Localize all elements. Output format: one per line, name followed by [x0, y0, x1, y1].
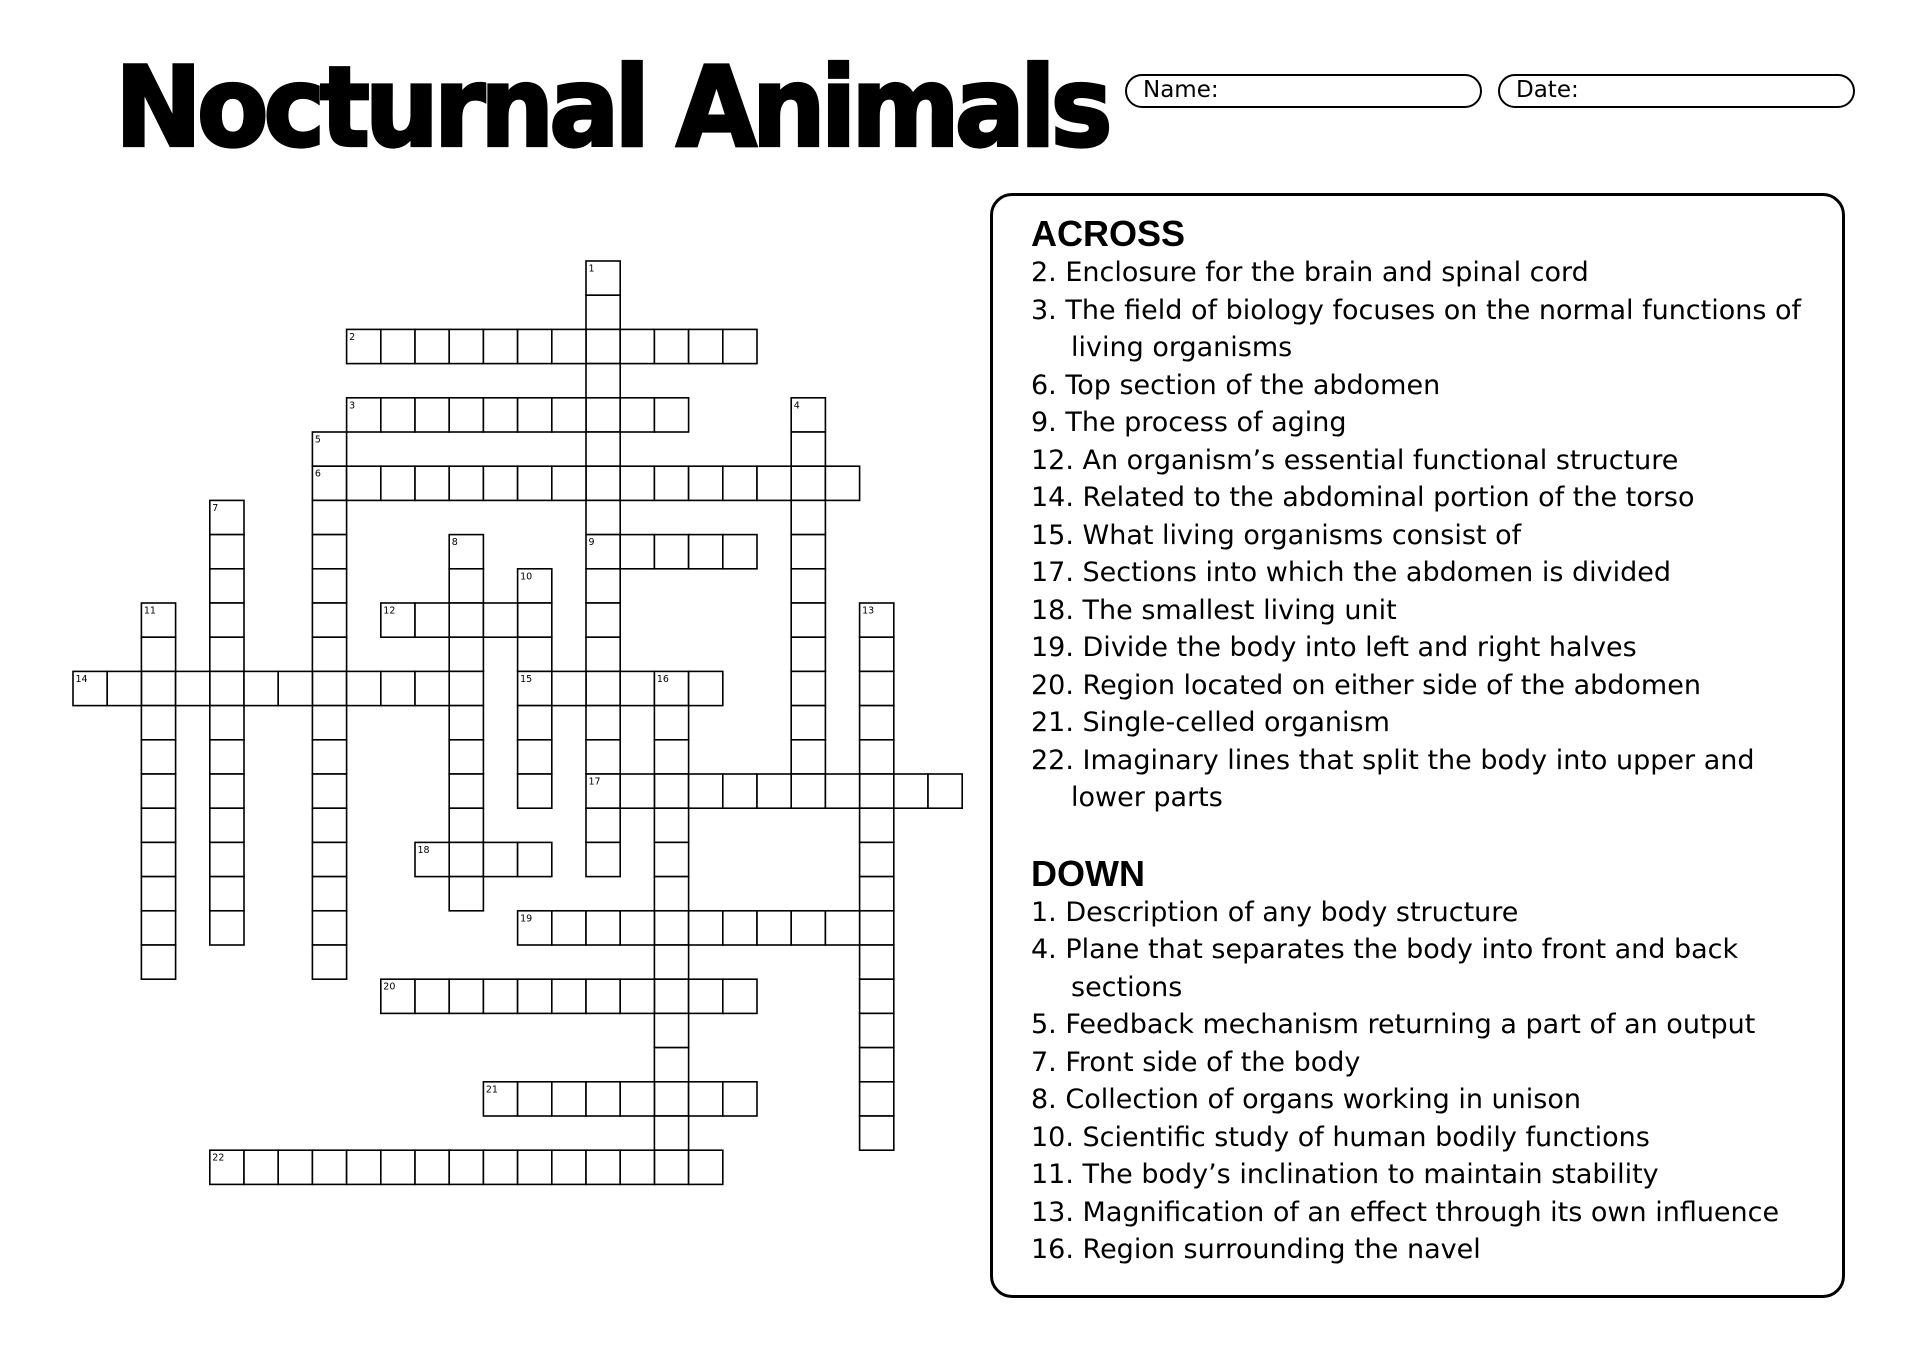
grid-cell[interactable] [312, 774, 346, 808]
grid-cell[interactable] [518, 398, 552, 432]
clue-number: 19 [520, 913, 533, 925]
down-clue: 8. Collection of organs working in unison [1031, 1084, 1581, 1115]
grid-cell[interactable] [483, 398, 517, 432]
grid-cell[interactable] [415, 979, 449, 1013]
down-clue: 1. Description of any body structure [1031, 896, 1519, 928]
grid-cell[interactable] [552, 329, 586, 363]
grid-cell[interactable] [552, 466, 586, 500]
grid-cell[interactable] [860, 740, 894, 774]
grid-cell[interactable] [586, 364, 620, 398]
grid-cell[interactable] [791, 671, 825, 705]
grid-cell[interactable] [586, 740, 620, 774]
grid-cell[interactable] [723, 979, 757, 1013]
grid-cell[interactable] [483, 329, 517, 363]
grid-cell[interactable] [347, 466, 381, 500]
grid-cell[interactable] [415, 329, 449, 363]
grid-cell[interactable] [244, 1150, 278, 1184]
across-clue: 15. What living organisms consist of [1031, 519, 1522, 551]
grid-cell[interactable] [757, 774, 791, 808]
grid-cell[interactable] [928, 774, 962, 808]
grid-cell[interactable] [141, 671, 175, 705]
grid-cell[interactable] [689, 1082, 723, 1116]
grid-cell[interactable] [141, 911, 175, 945]
grid-cell[interactable] [723, 466, 757, 500]
grid-cell[interactable] [210, 671, 244, 705]
name-field[interactable] [1125, 74, 1482, 108]
grid-cell[interactable] [278, 671, 312, 705]
grid-cell[interactable] [654, 842, 688, 876]
down-clue: 16. Region surrounding the navel [1031, 1234, 1481, 1265]
grid-cell[interactable] [210, 740, 244, 774]
clue-number: 11 [143, 605, 156, 617]
grid-cell[interactable] [415, 466, 449, 500]
across-clue-list [1031, 254, 1831, 817]
grid-cell[interactable] [210, 911, 244, 945]
grid-cell[interactable] [860, 1013, 894, 1047]
grid-cell[interactable] [860, 979, 894, 1013]
grid-cell[interactable] [415, 603, 449, 637]
grid-cell[interactable] [449, 466, 483, 500]
grid-cell[interactable] [381, 671, 415, 705]
grid-cell[interactable] [552, 398, 586, 432]
grid-cell[interactable] [723, 911, 757, 945]
clue-number: 7 [212, 502, 219, 514]
grid-cell[interactable] [141, 740, 175, 774]
grid-cell[interactable] [860, 671, 894, 705]
clue-number: 16 [656, 673, 669, 685]
grid-cell[interactable] [586, 979, 620, 1013]
clue-number: 22 [212, 1152, 225, 1164]
across-clue: 9. The process of aging [1031, 407, 1347, 438]
grid-cell[interactable] [449, 706, 483, 740]
down-clue: 11. The body’s inclination to maintain stability [1031, 1159, 1659, 1190]
grid-cell[interactable] [586, 808, 620, 842]
grid-cell[interactable] [518, 466, 552, 500]
grid-cell[interactable] [415, 671, 449, 705]
down-heading: DOWN [1031, 852, 1145, 894]
grid-cell[interactable] [381, 1150, 415, 1184]
grid-cell[interactable] [620, 398, 654, 432]
grid-cell[interactable] [654, 1150, 688, 1184]
grid-cell[interactable] [141, 637, 175, 671]
grid-cell[interactable] [654, 1116, 688, 1150]
grid-cell[interactable] [518, 740, 552, 774]
grid-cell[interactable] [381, 398, 415, 432]
grid-cell[interactable] [689, 911, 723, 945]
grid-cell[interactable] [654, 1082, 688, 1116]
grid-cell[interactable] [860, 1082, 894, 1116]
grid-cell[interactable] [518, 774, 552, 808]
grid-cell[interactable] [825, 911, 859, 945]
grid-cell[interactable] [210, 808, 244, 842]
grid-cell[interactable] [654, 329, 688, 363]
grid-cell[interactable] [278, 1150, 312, 1184]
clue-number: 10 [520, 571, 533, 583]
grid-cell[interactable] [860, 637, 894, 671]
grid-cell[interactable] [791, 911, 825, 945]
grid-cell[interactable] [825, 774, 859, 808]
grid-cell[interactable] [620, 671, 654, 705]
grid-cell[interactable] [141, 842, 175, 876]
grid-cell[interactable] [449, 740, 483, 774]
grid-cell[interactable] [210, 877, 244, 911]
grid-cell[interactable] [654, 877, 688, 911]
across-clue: 6. Top section of the abdomen [1031, 369, 1441, 401]
grid-cell[interactable] [483, 979, 517, 1013]
grid-cell[interactable] [791, 569, 825, 603]
grid-cell[interactable] [552, 1150, 586, 1184]
grid-cell[interactable] [176, 671, 210, 705]
grid-cell[interactable] [210, 535, 244, 569]
clue-number: 1 [588, 263, 595, 275]
grid-cell[interactable] [791, 706, 825, 740]
grid-cell[interactable] [415, 1150, 449, 1184]
across-clue: 21. Single-celled organism [1031, 707, 1390, 738]
grid-cell[interactable] [689, 671, 723, 705]
grid-cell[interactable] [860, 877, 894, 911]
grid-cell[interactable] [654, 706, 688, 740]
grid-cell[interactable] [312, 911, 346, 945]
grid-cell[interactable] [689, 774, 723, 808]
grid-cell[interactable] [620, 774, 654, 808]
grid-cell[interactable] [860, 808, 894, 842]
name-label: Name: [1143, 77, 1219, 103]
clue-number: 21 [485, 1084, 498, 1096]
grid-cell[interactable] [586, 500, 620, 534]
clue-number: 4 [793, 400, 800, 412]
grid-cell[interactable] [449, 774, 483, 808]
grid-cell[interactable] [449, 808, 483, 842]
grid-cell[interactable] [586, 1082, 620, 1116]
grid-cell[interactable] [791, 603, 825, 637]
grid-cell[interactable] [654, 466, 688, 500]
grid-cell[interactable] [312, 637, 346, 671]
across-clue: 12. An organism’s essential functional structure [1031, 444, 1679, 476]
grid-cell[interactable] [483, 842, 517, 876]
grid-cell[interactable] [312, 671, 346, 705]
grid-cell[interactable] [586, 842, 620, 876]
grid-cell[interactable] [449, 637, 483, 671]
grid-cell[interactable] [312, 603, 346, 637]
grid-cell[interactable] [449, 329, 483, 363]
grid-cell[interactable] [312, 808, 346, 842]
grid-cell[interactable] [757, 911, 791, 945]
grid-cell[interactable] [860, 706, 894, 740]
grid-cell[interactable] [312, 706, 346, 740]
grid-cell[interactable] [723, 535, 757, 569]
clue-number: 9 [588, 537, 595, 549]
across-clue: 18. The smallest living unit [1031, 594, 1397, 626]
down-clue: 13. Magnification of an effect through its own influence [1031, 1196, 1780, 1228]
grid-cell[interactable] [449, 877, 483, 911]
grid-cell[interactable] [586, 637, 620, 671]
grid-cell[interactable] [518, 706, 552, 740]
grid-cell[interactable] [518, 1150, 552, 1184]
clue-number: 18 [417, 844, 430, 856]
grid-cell[interactable] [586, 569, 620, 603]
grid-cell[interactable] [415, 398, 449, 432]
grid-cell[interactable] [518, 329, 552, 363]
grid-cell[interactable] [791, 432, 825, 466]
grid-cell[interactable] [518, 1082, 552, 1116]
grid-cell[interactable] [620, 1082, 654, 1116]
grid-cell[interactable] [654, 808, 688, 842]
down-clue: 5. Feedback mechanism returning a part of an output [1031, 1009, 1756, 1040]
grid-cell[interactable] [483, 466, 517, 500]
date-field[interactable] [1498, 74, 1855, 108]
grid-cell[interactable] [449, 1150, 483, 1184]
grid-cell[interactable] [552, 671, 586, 705]
grid-cell[interactable] [654, 979, 688, 1013]
clue-number: 15 [520, 673, 533, 685]
grid-cell[interactable] [312, 569, 346, 603]
grid-cell[interactable] [620, 466, 654, 500]
grid-cell[interactable] [620, 911, 654, 945]
grid-cell[interactable] [689, 535, 723, 569]
grid-cell[interactable] [723, 1082, 757, 1116]
grid-cell[interactable] [381, 329, 415, 363]
grid-cell[interactable] [689, 466, 723, 500]
across-clue: 19. Divide the body into left and right halves [1031, 632, 1637, 663]
grid-cell[interactable] [141, 945, 175, 979]
grid-cell[interactable] [586, 329, 620, 363]
grid-cell[interactable] [791, 500, 825, 534]
grid-cell[interactable] [518, 637, 552, 671]
grid-cell[interactable] [449, 398, 483, 432]
grid-cell[interactable] [141, 774, 175, 808]
grid-cell[interactable] [449, 603, 483, 637]
grid-cell[interactable] [552, 979, 586, 1013]
grid-cell[interactable] [552, 1082, 586, 1116]
clues-box [990, 193, 1845, 1298]
grid-cell[interactable] [586, 1150, 620, 1184]
across-heading: ACROSS [1031, 213, 1186, 254]
grid-cell[interactable] [210, 637, 244, 671]
clue-number: 14 [75, 673, 88, 685]
grid-cell[interactable] [244, 671, 278, 705]
grid-cell[interactable] [518, 979, 552, 1013]
grid-cell[interactable] [449, 842, 483, 876]
grid-cell[interactable] [654, 1013, 688, 1047]
grid-cell[interactable] [689, 329, 723, 363]
clue-number: 13 [862, 605, 875, 617]
grid-cell[interactable] [654, 740, 688, 774]
grid-cell[interactable] [312, 740, 346, 774]
across-clue: 22. Imaginary lines that split the body into upper and lower parts [1031, 744, 1755, 813]
grid-cell[interactable] [689, 1150, 723, 1184]
grid-cell[interactable] [210, 706, 244, 740]
grid-cell[interactable] [586, 295, 620, 329]
grid-cell[interactable] [620, 979, 654, 1013]
grid-cell[interactable] [312, 500, 346, 534]
date-label: Date: [1516, 77, 1579, 103]
grid-cell[interactable] [210, 603, 244, 637]
grid-cell[interactable] [860, 1116, 894, 1150]
grid-cell[interactable] [723, 774, 757, 808]
grid-cell[interactable] [620, 329, 654, 363]
grid-cell[interactable] [312, 842, 346, 876]
grid-cell[interactable] [483, 1150, 517, 1184]
clue-number: 6 [314, 468, 321, 480]
grid-cell[interactable] [586, 398, 620, 432]
grid-cell[interactable] [723, 329, 757, 363]
grid-cell[interactable] [210, 774, 244, 808]
grid-cell[interactable] [449, 979, 483, 1013]
grid-cell[interactable] [210, 842, 244, 876]
grid-cell[interactable] [860, 774, 894, 808]
down-clue: 4. Plane that separates the body into front and back sections [1031, 934, 1739, 1003]
across-clue: 3. The field of biology focuses on the normal functions of living organisms [1031, 294, 1802, 363]
clue-number: 8 [451, 537, 458, 549]
grid-cell[interactable] [312, 945, 346, 979]
grid-cell[interactable] [312, 877, 346, 911]
grid-cell[interactable] [518, 842, 552, 876]
clue-number: 17 [588, 776, 601, 788]
grid-cell[interactable] [107, 671, 141, 705]
across-clue: 20. Region located on either side of the abdomen [1031, 669, 1701, 701]
grid-cell[interactable] [381, 466, 415, 500]
grid-cell[interactable] [860, 945, 894, 979]
clue-number: 5 [314, 434, 321, 446]
grid-cell[interactable] [791, 637, 825, 671]
grid-cell[interactable] [586, 466, 620, 500]
grid-cell[interactable] [141, 877, 175, 911]
grid-cell[interactable] [586, 911, 620, 945]
grid-cell[interactable] [654, 911, 688, 945]
grid-cell[interactable] [654, 398, 688, 432]
grid-cell[interactable] [654, 535, 688, 569]
down-clue-list [1031, 894, 1831, 1269]
grid-cell[interactable] [210, 569, 244, 603]
grid-cell[interactable] [825, 466, 859, 500]
grid-cell[interactable] [141, 808, 175, 842]
down-clue: 10. Scientific study of human bodily functions [1031, 1121, 1650, 1153]
grid-cell[interactable] [586, 603, 620, 637]
worksheet-title: Nocturnal Animals [115, 42, 1108, 172]
grid-cell[interactable] [347, 1150, 381, 1184]
clue-number: 12 [383, 605, 396, 617]
grid-cell[interactable] [586, 706, 620, 740]
grid-cell[interactable] [791, 466, 825, 500]
clue-number: 20 [383, 981, 396, 993]
grid-cell[interactable] [312, 535, 346, 569]
grid-cell[interactable] [654, 945, 688, 979]
across-clue: 14. Related to the abdominal portion of the torso [1031, 482, 1695, 513]
grid-cell[interactable] [312, 1150, 346, 1184]
grid-cell[interactable] [894, 774, 928, 808]
grid-cell[interactable] [449, 671, 483, 705]
grid-cell[interactable] [860, 1048, 894, 1082]
down-clue: 7. Front side of the body [1031, 1046, 1361, 1078]
grid-cell[interactable] [757, 466, 791, 500]
grid-cell[interactable] [791, 774, 825, 808]
grid-cell[interactable] [860, 842, 894, 876]
grid-cell[interactable] [620, 535, 654, 569]
grid-cell[interactable] [791, 535, 825, 569]
grid-cell[interactable] [449, 569, 483, 603]
grid-cell[interactable] [860, 911, 894, 945]
grid-cell[interactable] [689, 979, 723, 1013]
clue-number: 3 [349, 400, 356, 412]
grid-cell[interactable] [347, 671, 381, 705]
grid-cell[interactable] [654, 1048, 688, 1082]
grid-cell[interactable] [620, 1150, 654, 1184]
grid-cell[interactable] [483, 603, 517, 637]
grid-cell[interactable] [586, 432, 620, 466]
grid-cell[interactable] [654, 774, 688, 808]
grid-cell[interactable] [518, 603, 552, 637]
clue-number: 2 [349, 331, 356, 343]
grid-cell[interactable] [552, 911, 586, 945]
grid-cell[interactable] [791, 740, 825, 774]
grid-cell[interactable] [586, 671, 620, 705]
across-clue: 17. Sections into which the abdomen is divided [1031, 557, 1672, 588]
grid-cell[interactable] [141, 706, 175, 740]
across-clue: 2. Enclosure for the brain and spinal cord [1031, 257, 1589, 288]
